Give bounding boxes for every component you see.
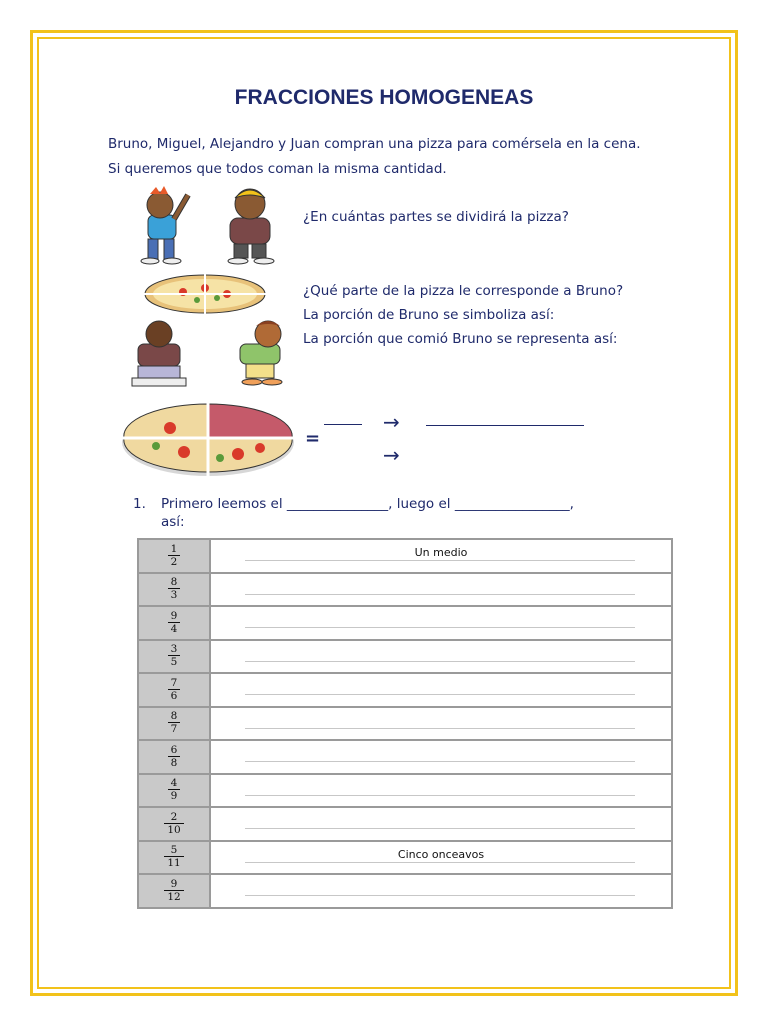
fraction-denominator: 10: [167, 823, 181, 836]
writing-line: [245, 560, 635, 561]
writing-line: [245, 627, 635, 628]
writing-line: [245, 761, 635, 762]
fraction-words-cell[interactable]: [210, 539, 672, 573]
table-row: [138, 539, 672, 573]
fraction-words-cell[interactable]: [210, 740, 672, 774]
fraction-words: Cinco onceavos: [397, 847, 485, 861]
fraction-words-cell[interactable]: [210, 573, 672, 607]
intro-line-2: Si queremos que todos coman la misma cantidad.: [108, 161, 447, 177]
fraction-cell: [138, 673, 210, 707]
table-row: [138, 774, 672, 808]
fraction-numerator: 8: [168, 576, 181, 589]
table-row: [138, 740, 672, 774]
fraction-denominator: 11: [167, 857, 181, 870]
fraction-denominator: 2: [170, 555, 178, 568]
fraction-numerator: 4: [168, 777, 181, 790]
fraction: [168, 576, 181, 601]
fraction-cell: [138, 606, 210, 640]
fraction: [168, 777, 181, 802]
fraction-cell: [138, 874, 210, 908]
fraction: [164, 844, 183, 869]
writing-line: [245, 895, 635, 896]
kid-miguel-illustration: [218, 184, 284, 266]
writing-line: [245, 594, 635, 595]
fraction-words-cell[interactable]: [210, 841, 672, 875]
fraction-denominator: 6: [170, 689, 178, 702]
fraction-cell: [138, 707, 210, 741]
fraction-answer-line[interactable]: [324, 424, 362, 425]
equals-sign: =: [305, 428, 321, 449]
exercise-number: 1.: [133, 496, 146, 512]
writing-line: [245, 795, 635, 796]
fraction-words-cell[interactable]: [210, 807, 672, 841]
exercise-line-1: Primero leemos el _______________, luego el _________________,: [161, 496, 574, 512]
table-row: [138, 606, 672, 640]
question-parts: ¿En cuántas partes se dividirá la pizza?: [303, 209, 569, 225]
table-row: [138, 707, 672, 741]
exercise-line-2: así:: [161, 514, 185, 530]
fraction: [168, 643, 181, 668]
fraction-words-cell[interactable]: [210, 707, 672, 741]
kid-alejandro-illustration: [128, 318, 190, 390]
fraction-numerator: 7: [168, 677, 181, 690]
fraction: [164, 878, 183, 903]
fraction: [168, 710, 181, 735]
fraction-cell: [138, 807, 210, 841]
fraction-cell: [138, 539, 210, 573]
fraction-numerator: 1: [168, 543, 181, 556]
fraction: [168, 677, 181, 702]
fraction-cell: [138, 841, 210, 875]
question-bruno-represent: La porción que comió Bruno se representa así:: [303, 331, 618, 347]
fraction-words-cell[interactable]: [210, 606, 672, 640]
pizza-large-illustration: [120, 402, 296, 478]
fraction-numerator: 6: [168, 744, 181, 757]
question-bruno-part: ¿Qué parte de la pizza le corresponde a Bruno?: [303, 283, 624, 299]
fraction: [168, 744, 181, 769]
table-row: [138, 640, 672, 674]
kid-bruno-illustration: [126, 185, 196, 265]
fraction-numerator: 8: [168, 710, 181, 723]
page-title: FRACCIONES HOMOGENEAS: [234, 86, 534, 109]
numerator-answer-line[interactable]: [426, 425, 584, 426]
fraction-cell: [138, 573, 210, 607]
fraction-cell: [138, 640, 210, 674]
writing-line: [245, 862, 635, 863]
fraction-numerator: 9: [164, 878, 183, 891]
fraction: [168, 610, 181, 635]
fractions-table: [137, 538, 673, 909]
fraction: [164, 811, 183, 836]
fraction-denominator: 9: [170, 790, 178, 803]
fraction-denominator: 5: [170, 656, 178, 669]
fraction-numerator: 2: [164, 811, 183, 824]
pizza-small-illustration: [143, 272, 267, 316]
fraction-numerator: 9: [168, 610, 181, 623]
writing-line: [245, 661, 635, 662]
table-row: [138, 841, 672, 875]
table-row: [138, 874, 672, 908]
fraction-denominator: 8: [170, 756, 178, 769]
table-row: [138, 807, 672, 841]
fraction-cell: [138, 774, 210, 808]
writing-line: [245, 828, 635, 829]
fraction-denominator: 3: [170, 589, 178, 602]
table-row: [138, 573, 672, 607]
fraction-denominator: 7: [170, 723, 178, 736]
fraction-numerator: 3: [168, 643, 181, 656]
fraction-words-cell[interactable]: [210, 774, 672, 808]
fraction-cell: [138, 740, 210, 774]
fraction-denominator: 4: [170, 622, 178, 635]
fraction: [168, 543, 181, 568]
arrow-numerator: →: [383, 410, 400, 434]
writing-line: [245, 728, 635, 729]
fraction-words: Un medio: [414, 546, 468, 559]
fraction-words-cell[interactable]: [210, 640, 672, 674]
arrow-denominator: →: [383, 443, 400, 467]
fraction-denominator: 12: [167, 890, 181, 903]
intro-line-1: Bruno, Miguel, Alejandro y Juan compran una pizza para comérsela en la cena.: [108, 136, 641, 152]
question-bruno-symbol: La porción de Bruno se simboliza así:: [303, 307, 555, 323]
table-row: [138, 673, 672, 707]
writing-line: [245, 694, 635, 695]
fraction-words-cell[interactable]: [210, 874, 672, 908]
fraction-numerator: 5: [164, 844, 183, 857]
fraction-words-cell[interactable]: [210, 673, 672, 707]
kid-juan-illustration: [234, 318, 294, 388]
